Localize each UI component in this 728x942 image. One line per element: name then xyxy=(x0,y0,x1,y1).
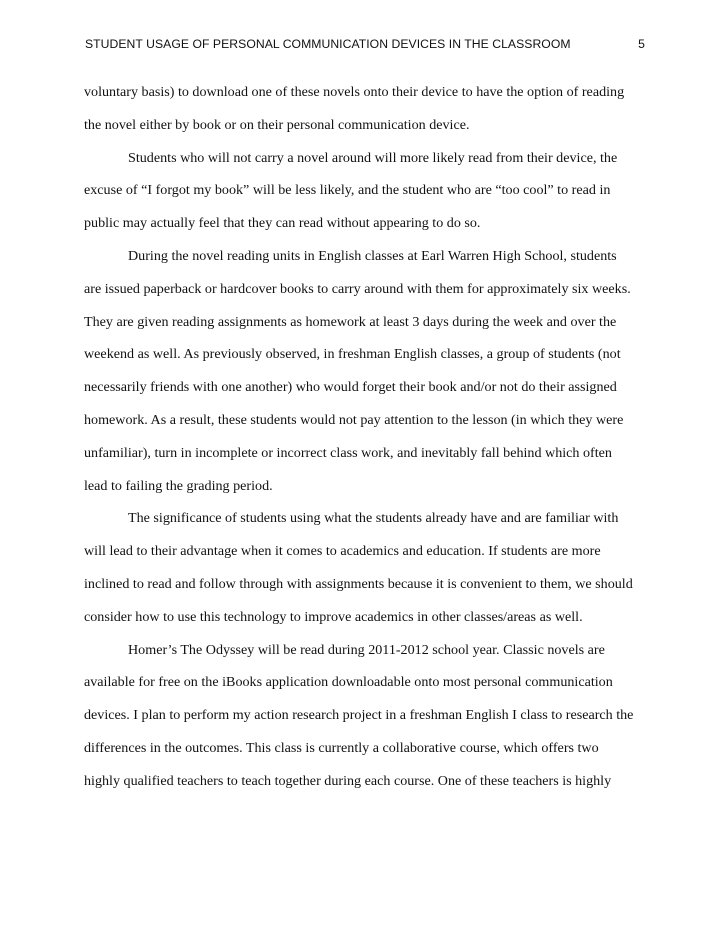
body-line: They are given reading assignments as homework at least 3 days during the week and over the xyxy=(84,313,617,330)
body-line: lead to failing the grading period. xyxy=(84,477,273,494)
page-number: 5 xyxy=(638,37,645,51)
paragraph-first-line: Homer’s The Odyssey will be read during 2011-2012 school year. Classic novels are xyxy=(128,641,605,658)
paragraph-first-line: The significance of students using what the students already have and are familiar with xyxy=(128,510,619,527)
running-head-title: STUDENT USAGE OF PERSONAL COMMUNICATION DEVICES IN THE CLASSROOM xyxy=(85,37,571,51)
body-line: excuse of “I forgot my book” will be less likely, and the student who are “too cool” to read in xyxy=(84,182,611,199)
body-line: weekend as well. As previously observed, in freshman English classes, a group of students (not xyxy=(84,346,621,363)
body-line: consider how to use this technology to improve academics in other classes/areas as well. xyxy=(84,608,583,625)
body-line: the novel either by book or on their personal communication device. xyxy=(84,116,470,133)
body-line: are issued paperback or hardcover books to carry around with them for approximately six weeks. xyxy=(84,280,631,297)
body-line: public may actually feel that they can read without appearing to do so. xyxy=(84,215,481,232)
paragraph-first-line: During the novel reading units in English classes at Earl Warren High School, students xyxy=(128,247,617,264)
body-line: devices. I plan to perform my action research project in a freshman English I class to research the xyxy=(84,707,634,724)
body-line: unfamiliar), turn in incomplete or incorrect class work, and inevitably fall behind which often xyxy=(84,444,612,461)
paragraph-first-line: Students who will not carry a novel around will more likely read from their device, the xyxy=(128,149,618,166)
body-text xyxy=(84,82,650,804)
body-line: differences in the outcomes. This class is currently a collaborative course, which offers two xyxy=(84,739,599,756)
body-line: available for free on the iBooks application downloadable onto most personal communication xyxy=(84,674,613,691)
running-header xyxy=(85,37,645,57)
body-line: homework. As a result, these students would not pay attention to the lesson (in which they were xyxy=(84,411,624,428)
body-line: inclined to read and follow through with assignments because it is convenient to them, we should xyxy=(84,575,633,592)
body-line: voluntary basis) to download one of these novels onto their device to have the option of reading xyxy=(84,84,625,100)
body-line: will lead to their advantage when it comes to academics and education. If students are more xyxy=(84,543,601,560)
body-line: highly qualified teachers to teach together during each course. One of these teachers is highly xyxy=(84,772,612,789)
body-line: necessarily friends with one another) who would forget their book and/or not do their assigned xyxy=(84,379,617,396)
